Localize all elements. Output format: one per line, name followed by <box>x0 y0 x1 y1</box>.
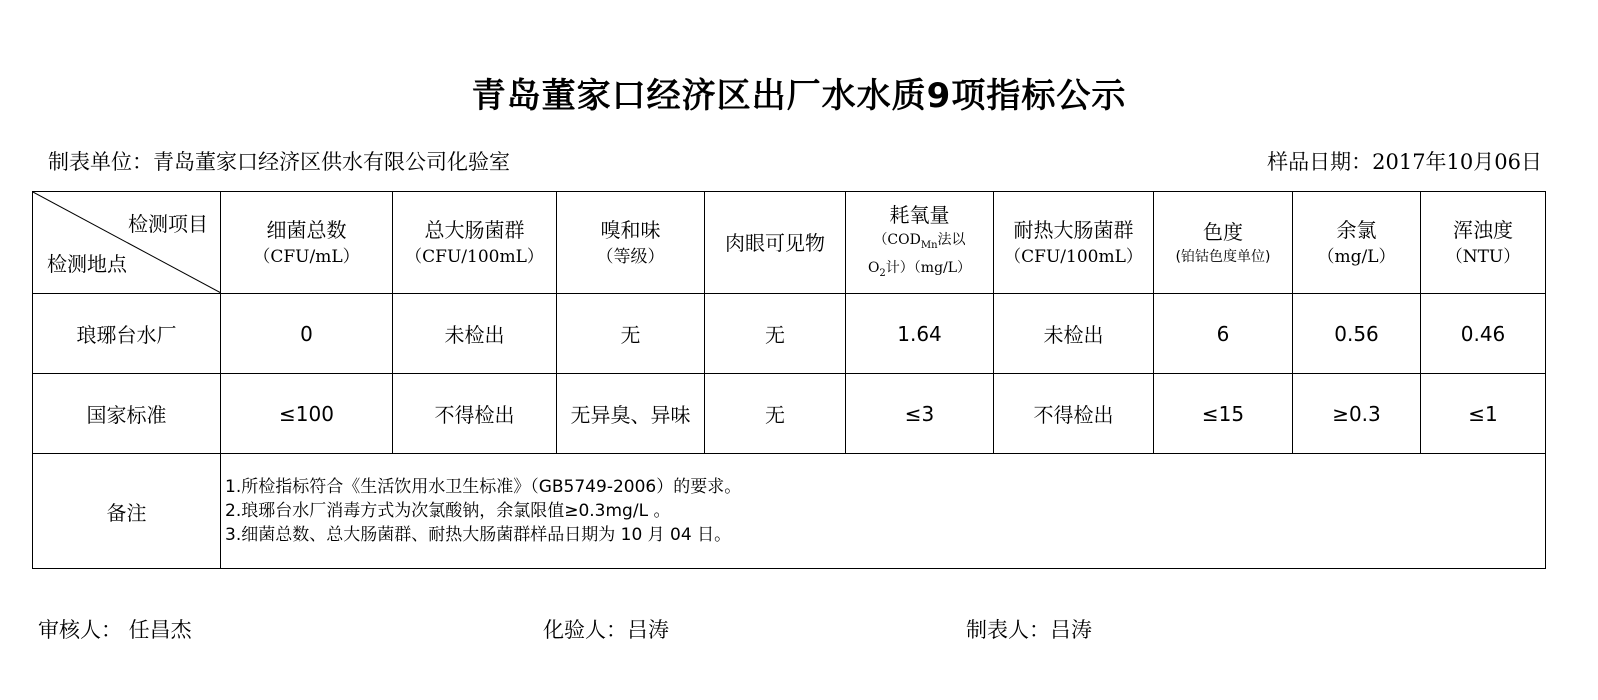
table-cell: 1.64 <box>846 294 994 374</box>
table-row <box>33 374 1546 454</box>
table-cell: 不得检出 <box>994 374 1154 454</box>
table-cell: ≤15 <box>1154 374 1293 454</box>
table-cell: 无 <box>705 294 846 374</box>
table-cell: 未检出 <box>393 294 557 374</box>
row-label: 国家标准 <box>33 374 221 454</box>
row-label: 琅琊台水厂 <box>33 294 221 374</box>
tester-signature: 化验人：吕涛 <box>543 618 669 642</box>
col-name: 嗅和味 <box>600 217 661 242</box>
water-quality-table <box>32 191 1546 569</box>
col-unit: （NTU） <box>1445 246 1521 267</box>
col-header-color <box>1154 192 1293 294</box>
col-unit: （等级） <box>596 246 665 267</box>
corner-test-location: 检测地点 <box>47 252 127 276</box>
col-unit: （CFU/mL） <box>253 246 360 267</box>
page-title: 青岛董家口经济区出厂水水质9项指标公示 <box>471 76 1127 116</box>
preparer-signature: 制表人：吕涛 <box>966 618 1092 642</box>
col-unit: （CFU/100mL） <box>405 246 544 267</box>
table-cell: 无 <box>557 294 705 374</box>
notes-label: 备注 <box>33 454 221 569</box>
col-name: 余氯 <box>1336 217 1377 242</box>
corner-test-item: 检测项目 <box>128 212 208 236</box>
col-header-turbidity <box>1421 192 1546 294</box>
table-cell: ≤100 <box>221 374 393 454</box>
unit-value: 青岛董家口经济区供水有限公司化验室 <box>153 150 510 174</box>
table-cell: 无异臭、异味 <box>557 374 705 454</box>
header-row <box>33 192 1546 294</box>
sample-date <box>1267 146 1542 176</box>
corner-header-cell <box>33 192 221 294</box>
table-cell: 0.56 <box>1293 294 1421 374</box>
note-line: 1.所检指标符合《生活饮用水卫生标准》（GB5749-2006）的要求。 <box>225 477 742 497</box>
notes-cell <box>221 454 1546 569</box>
col-name: 浑浊度 <box>1453 217 1513 242</box>
col-unit: (铂钴色度单位) <box>1175 248 1271 265</box>
table-cell: 不得检出 <box>393 374 557 454</box>
col-header-coliform <box>393 192 557 294</box>
table-cell: 未检出 <box>994 294 1154 374</box>
table-cell: ≤1 <box>1421 374 1546 454</box>
notes-row <box>33 454 1546 569</box>
table-cell: ≤3 <box>846 374 994 454</box>
col-header-thermo-coliform <box>994 192 1154 294</box>
unit-label: 制表单位： <box>48 150 153 174</box>
col-name: 色度 <box>1203 219 1243 244</box>
table-cell: 无 <box>705 374 846 454</box>
col-unit-line2: $O_2$计）（mg/L） <box>867 259 972 279</box>
note-line: 3.细菌总数、总大肠菌群、耐热大肠菌群样品日期为 10 月 04 日。 <box>225 525 732 545</box>
table-cell: ≥0.3 <box>1293 374 1421 454</box>
note-line: 2.琅琊台水厂消毒方式为次氯酸钠，余氯限值≥0.3mg/L 。 <box>225 501 671 521</box>
date-value: 2017年10月06日 <box>1372 150 1542 174</box>
col-name: 耗氧量 <box>889 202 950 227</box>
col-header-oxygen-consumption <box>846 192 994 294</box>
col-unit: （CFU/100mL） <box>1004 246 1143 267</box>
col-header-residual-chlorine <box>1293 192 1421 294</box>
table-row <box>33 294 1546 374</box>
table-cell: 0 <box>221 294 393 374</box>
table-cell: 6 <box>1154 294 1293 374</box>
table-cell: 0.46 <box>1421 294 1546 374</box>
date-label: 样品日期： <box>1267 150 1373 174</box>
col-unit: （$COD_{Mn}$法以 <box>873 231 966 251</box>
col-name: 总大肠菌群 <box>424 217 525 242</box>
prepared-by-unit <box>48 146 510 176</box>
col-header-bacteria <box>221 192 393 294</box>
col-name: 细菌总数 <box>266 217 347 242</box>
col-name: 肉眼可见物 <box>725 230 825 255</box>
col-header-odor <box>557 192 705 294</box>
reviewer-signature: 审核人： 任昌杰 <box>38 618 192 642</box>
col-name: 耐热大肠菌群 <box>1013 217 1134 242</box>
col-unit: （mg/L） <box>1317 246 1396 267</box>
col-header-visible-matter <box>705 192 846 294</box>
